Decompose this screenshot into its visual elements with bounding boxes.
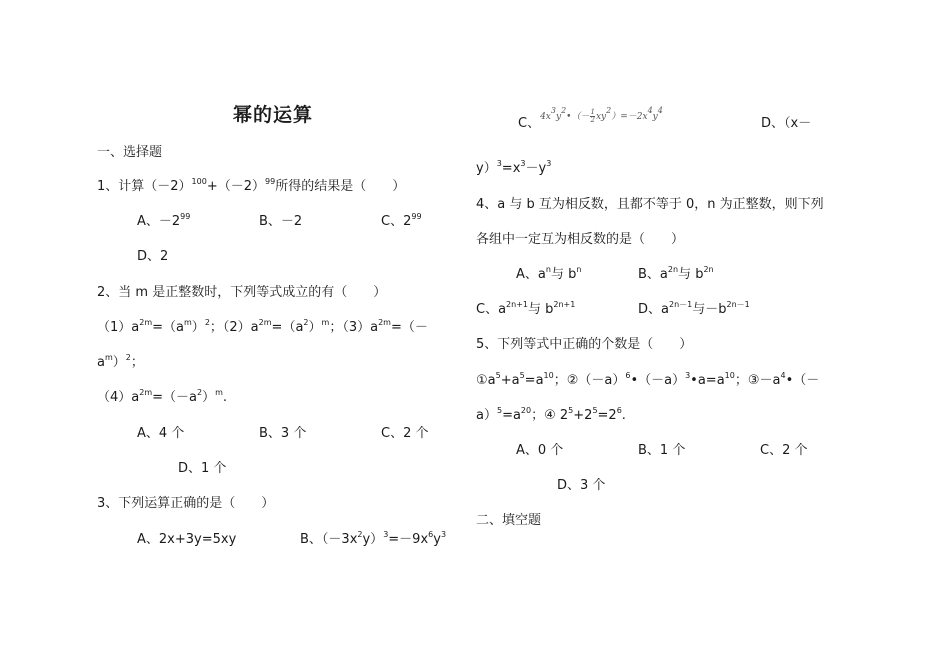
q4-option-b: B、$a^{2n}$与 $b^{2n}$ (638, 265, 714, 282)
q5-statement-line-1: $①a^5+a^5=a^{10}$；$②(-a)^6•(-a)^3•a=a^{10}$；$③-a^4•(-$ (476, 371, 820, 388)
q2-statement-line-2: $a^m)^2$； (97, 353, 144, 370)
q5-option-c: C、2 个 (760, 443, 808, 458)
question-4-stem-line-1: 4、a 与 b 互为相反数，且都不等于 0，n 为正整数，则下列 (476, 197, 824, 212)
q5-option-a: A、0 个 (516, 443, 564, 458)
q3-option-b: B、$(-3x^2y)^3=-9x^6y^3$ (300, 530, 447, 547)
page-title: 幂的运算 (233, 104, 314, 126)
q2-option-b: B、3 个 (259, 426, 307, 441)
q5-statement-line-2: $a)^5=a^{20}$；④ $2^5+2^5=2^6$. (476, 406, 626, 423)
q3-option-d-continued: $y)^3=x^3-y^3$ (476, 159, 552, 176)
q1-option-a: A、$-2^{99}$ (137, 212, 191, 229)
q2-option-c: C、2 个 (381, 426, 429, 441)
q3-option-a: A、2x+3y=5xy (137, 532, 237, 547)
section-heading-fill-in: 二、填空题 (476, 513, 542, 528)
question-4-stem-line-2: 各组中一定互为相反数的是（ ） (476, 232, 685, 247)
q4-option-a: A、$a^n$与 $b^n$ (516, 265, 582, 282)
q1-option-c: C、$2^{99}$ (381, 212, 422, 229)
q1-option-d: D、2 (137, 249, 169, 264)
q2-option-d: D、1 个 (178, 461, 227, 476)
q4-option-c: C、$a^{2n+1}$与 $b^{2n+1}$ (476, 300, 576, 317)
q5-option-d: D、3 个 (557, 478, 606, 493)
q2-statement-line-3: $(4)a^{2m}=(-a^2)^m$. (97, 388, 228, 405)
q1-option-b: B、－2 (259, 214, 303, 229)
question-2-stem: 2、当 m 是正整数时，下列等式成立的有（ ） (97, 285, 387, 300)
section-heading-choice: 一、选择题 (97, 145, 163, 160)
q4-option-d: D、$a^{2n-1}$与$-b^{2n-1}$ (638, 300, 750, 317)
fraction-one-half: $\frac{1}{2}$ (590, 108, 595, 124)
q3-option-c: C、$^{4x^3y^2•(- \frac{1}{2} xy^2)=-2x^4y^4}$ (518, 106, 663, 131)
question-1-stem: 1、计算$(-2)^{100}+(-2)^{99}$所得的结果是（ ） (97, 177, 406, 194)
question-5-stem: 5、下列等式中正确的个数是（ ） (476, 337, 693, 352)
question-3-stem: 3、下列运算正确的是（ ） (97, 496, 275, 511)
q5-option-b: B、1 个 (638, 443, 686, 458)
q2-option-a: A、4 个 (137, 426, 185, 441)
q3-option-d: D、（x－ (761, 116, 812, 131)
q3-option-c-expression: 4x3y2•（－ 1 2 xy2）=－2x4y4 (540, 106, 663, 124)
q2-statement-line-1: $(1)a^{2m}=(a^m)^2$；$(2)a^{2m}=(a^2)^m$；$(3)a^{2m}=(-$ (97, 318, 428, 335)
